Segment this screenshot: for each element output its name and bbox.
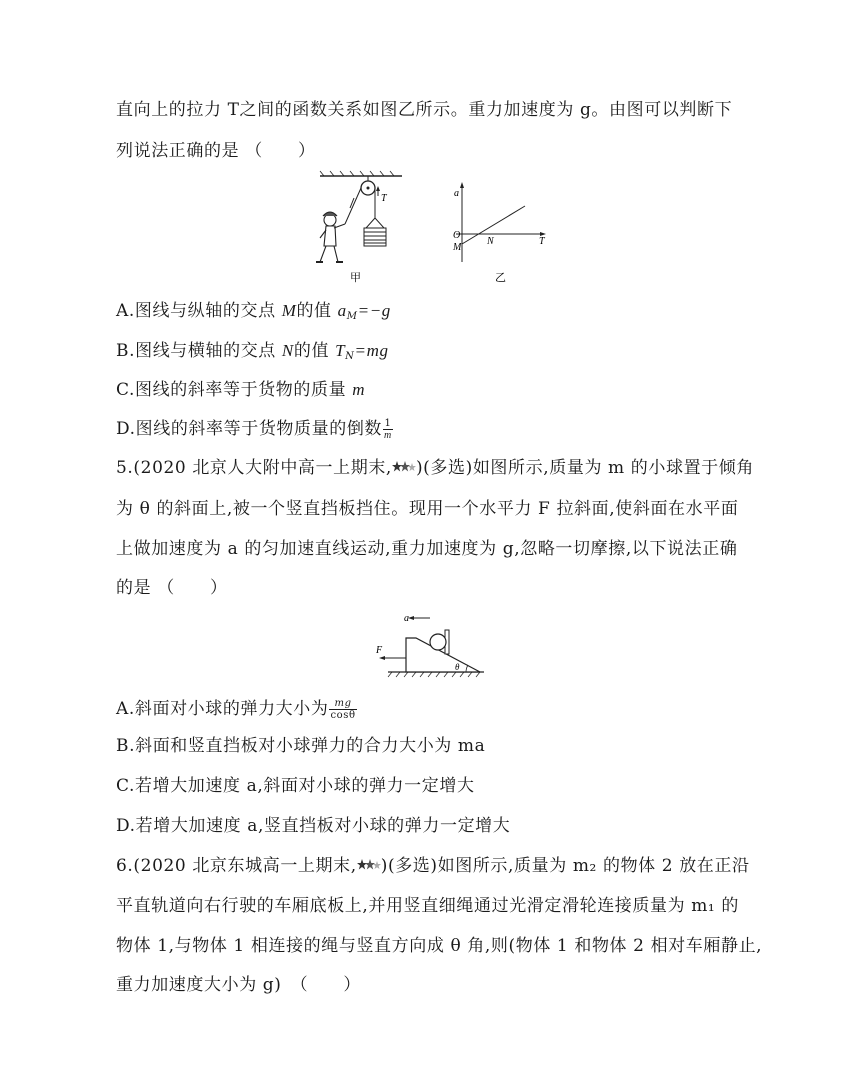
person-icon — [316, 212, 345, 262]
point-N-label: N — [487, 236, 494, 247]
q5-option-D: D.若增大加速度 a,竖直挡板对小球的弹力一定增大 — [116, 816, 511, 836]
figure-jia-yi — [310, 170, 560, 290]
q5-option-A: A.斜面对小球的弹力大小为 $\frac{mg}{\cos\theta}$ — [116, 698, 356, 721]
origin-label: O — [453, 230, 461, 241]
q5-line-1: 5.(2020 北京人大附中高一上期末, )(多选)如图所示,质量为 m 的小球置于倾角 — [116, 458, 754, 478]
q4-option-D: D.图线的斜率等于货物质量的倒数 $\frac{1}{m}$ — [116, 418, 392, 441]
q4-option-A: A.图线与纵轴的交点 M的值 $a_M=-g$ — [116, 301, 391, 322]
q6-line-4: 重力加速度大小为 g) （ ） — [116, 975, 362, 995]
force-F-label: F — [376, 645, 383, 656]
point-M-label: M — [453, 242, 462, 253]
accel-a-label: a — [404, 613, 409, 624]
intro-line-2: 列说法正确的是 （ ） — [116, 141, 316, 161]
axis-T-label: T — [539, 236, 545, 247]
rope-T-label: T — [381, 193, 387, 204]
label-yi: 乙 — [495, 272, 506, 284]
fraction-1-over-m: $\frac{1}{m}$ — [384, 418, 392, 441]
q4-option-C: C.图线的斜率等于货物的质量 m — [116, 380, 366, 400]
difficulty-stars-icon — [392, 460, 416, 474]
difficulty-stars-icon — [357, 858, 381, 872]
fraction-mg-over-cos: $\frac{mg}{\cos\theta}$ — [330, 698, 356, 721]
q6-line-2: 平直轨道向右行驶的车厢底板上,并用竖直细绳通过光滑定滑轮连接质量为 m₁ 的 — [116, 896, 739, 916]
q4-option-B: B.图线与横轴的交点 N的值 $T_N=mg$ — [116, 341, 389, 362]
q5-option-B: B.斜面和竖直挡板对小球弹力的合力大小为 ma — [116, 736, 486, 756]
q5-line-2: 为 θ 的斜面上,被一个竖直挡板挡住。现用一个水平力 F 拉斜面,使斜面在水平面 — [116, 499, 739, 519]
q5-line-3: 上做加速度为 a 的匀加速直线运动,重力加速度为 g,忽略一切摩擦,以下说法正确 — [116, 539, 738, 559]
figure-incline — [366, 610, 490, 690]
q5-option-C: C.若增大加速度 a,斜面对小球的弹力一定增大 — [116, 776, 475, 796]
axis-a-label: a — [454, 188, 459, 199]
label-jia: 甲 — [350, 272, 361, 284]
q6-line-3: 物体 1,与物体 1 相连接的绳与竖直方向成 θ 角,则(物体 1 和物体 2 相对车厢静止, — [116, 936, 763, 956]
intro-line-1: 直向上的拉力 T之间的函数关系如图乙所示。重力加速度为 g。由图可以判断下 — [116, 100, 733, 120]
q6-line-1: 6.(2020 北京东城高一上期末, )(多选)如图所示,质量为 m₂ 的物体 2 放在正沿 — [116, 856, 750, 876]
q5-line-4: 的是 （ ） — [116, 578, 228, 598]
theta-label: θ — [455, 662, 460, 672]
